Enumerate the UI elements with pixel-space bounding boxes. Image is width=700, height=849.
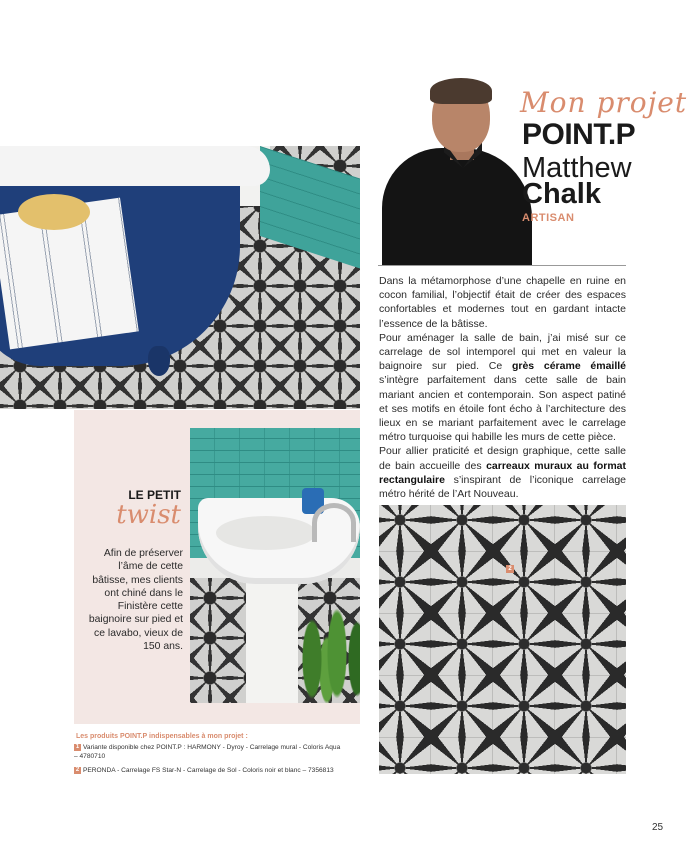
page-number: 25 (652, 822, 664, 833)
product-number-badge: 1 (75, 743, 80, 750)
brand-title: POINT.P (522, 118, 636, 151)
star-tile-pattern (379, 505, 626, 774)
highlight-gres: grès cérame émaillé (511, 360, 627, 373)
bathtub-foot (148, 346, 170, 376)
sink-basin (216, 516, 316, 550)
photo-number-badge: 2 (506, 565, 514, 573)
product-item: 2 PERONDA - Carrelage FS Star-N - Carrelage de Sol - Coloris noir et blanc – 7356813 (75, 766, 334, 774)
sea-sponge (18, 194, 90, 230)
star-tile-photo (379, 505, 626, 774)
black-shirt (382, 148, 532, 265)
paragraph-3: Pour allier praticité et design graphique, cette salle de bain accueille des carreaux muraux au format rectangulaire s’inspirant de l’iconique carrelage métro hérité de l’Art Nouveau. (379, 445, 626, 501)
artisan-last-name: Chalk (522, 178, 601, 210)
sink-photo (190, 428, 360, 703)
twist-body: Afin de préserver l’âme de cette bâtisse, mes clients ont chiné dans le Finistère cette baignoire sur pied et ce lavabo, vieux de 150 ans. (88, 548, 183, 653)
twist-title: LE PETIT (128, 488, 181, 502)
faucet (312, 503, 356, 542)
products-title: Les produits POINT.P indispensables à mon projet : (76, 733, 248, 740)
highlight-carreaux: carreaux muraux au format rectangulaire (379, 459, 626, 486)
artisan-first-name: Matthew (522, 152, 632, 184)
paragraph-2: Pour aménager la salle de bain, j’ai misé sur ce carrelage de sol intemporel qui met en valeur la baignoire sur pied. Ce grès cérame émaillé s’intègre parfaitement dans cette salle de bain mariant ancien et contemporain. Son aspect patiné et ses motifs en étoile font écho à l’architecture des lieux en se mariant parfaitement avec le carrelage métro turquoise qui habille les murs de cette pièce. (379, 331, 627, 444)
product-number-badge: 2 (75, 766, 80, 773)
product-item: 1 Variante disponible chez POINT.P : HARMONY - Dyroy - Carrelage mural - Coloris Aqua – 4780710 (74, 743, 341, 760)
paragraph-1: Dans la métamorphose d’une chapelle en ruine en cocon familial, l’objectif était de créer des espaces confortables et modernes tout en gardant intacte l’essence de la bâtisse. (379, 275, 626, 330)
bathtub-photo (0, 146, 360, 409)
divider (378, 265, 626, 266)
artisan-role: ARTISAN (522, 212, 575, 224)
bathtub-rim (0, 146, 270, 186)
article-text (379, 274, 626, 501)
mon-projet-script: Mon projet (520, 86, 688, 119)
hair (430, 78, 492, 104)
twist-script: twist (116, 500, 181, 530)
green-plant (282, 593, 360, 703)
